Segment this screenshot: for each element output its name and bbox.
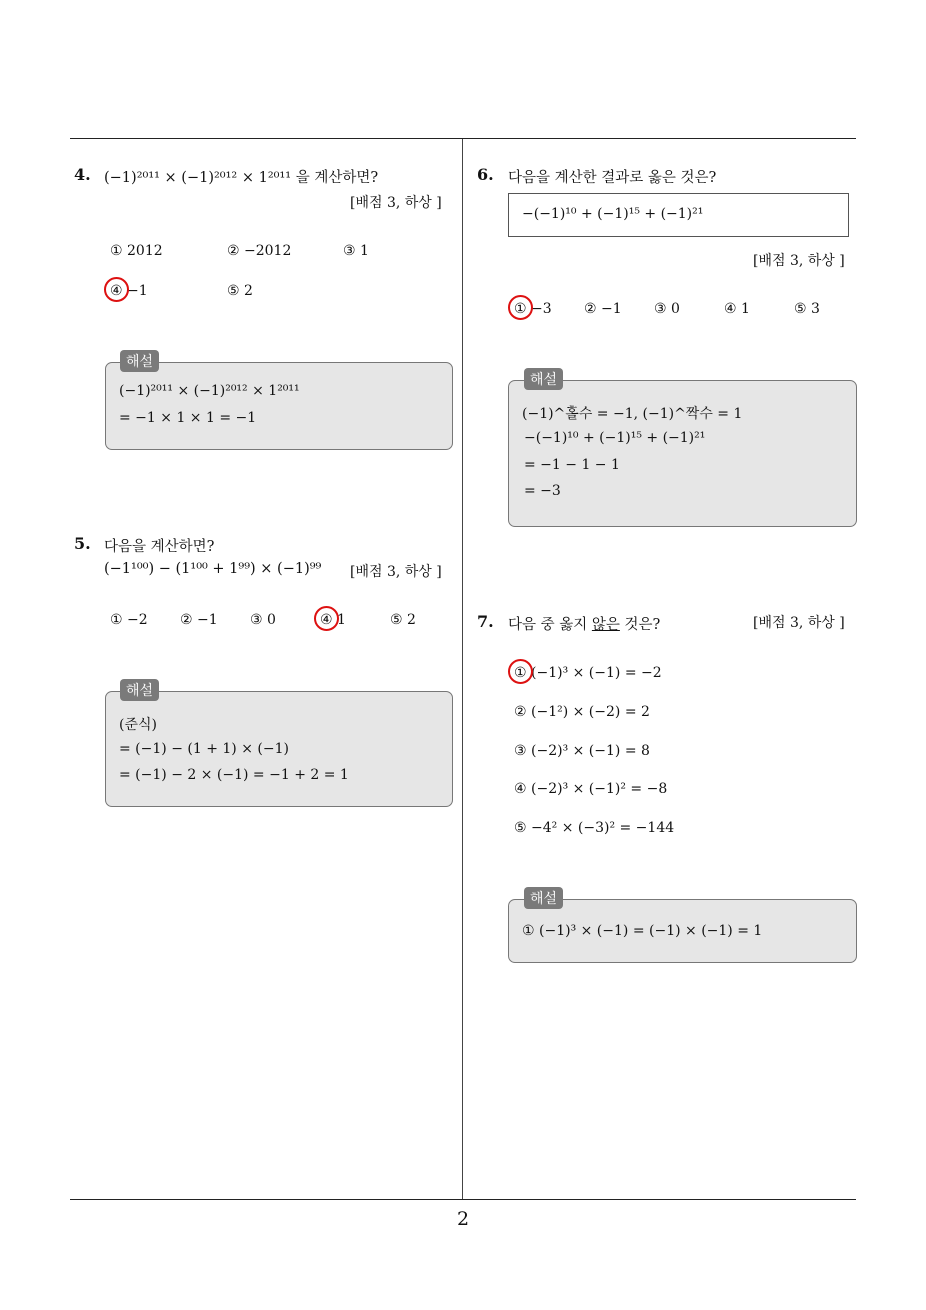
solution-tab: 해설 <box>524 887 563 909</box>
solution-line: ① (−1)³ × (−1) = (−1) × (−1) = 1 <box>522 923 763 939</box>
choice-2[interactable]: ② −2012 <box>227 243 292 259</box>
choice-5[interactable]: ⑤ 3 <box>794 301 820 317</box>
score-level: [배점 3, 하상 ] <box>753 615 845 631</box>
question-number: 7. <box>477 612 494 631</box>
solution-box <box>105 362 453 450</box>
choice-4[interactable]: ④ −1 <box>110 283 148 299</box>
choice-3[interactable]: ③ 0 <box>654 301 680 317</box>
choice-4[interactable]: ④ 1 <box>724 301 750 317</box>
solution-line: −(−1)¹⁰ + (−1)¹⁵ + (−1)²¹ <box>524 430 706 446</box>
question-expression: (−1¹⁰⁰) − (1¹⁰⁰ + 1⁹⁹) × (−1)⁹⁹ <box>104 561 322 577</box>
question-text-part: 다음 중 옳지 <box>508 617 592 633</box>
choice-5[interactable]: ⑤ 2 <box>390 612 416 628</box>
choice-1[interactable]: ① (−1)³ × (−1) = −2 <box>514 665 662 681</box>
expression: −(−1)¹⁰ + (−1)¹⁵ + (−1)²¹ <box>522 206 704 222</box>
choice-3[interactable]: ③ (−2)³ × (−1) = 8 <box>514 743 650 759</box>
choice-2[interactable]: ② (−1²) × (−2) = 2 <box>514 704 650 720</box>
choice-5[interactable]: ⑤ −4² × (−3)² = −144 <box>514 820 675 836</box>
solution-box <box>508 380 857 527</box>
solution-line: = −1 × 1 × 1 = −1 <box>119 410 257 426</box>
answer-mark-circle <box>104 277 129 302</box>
solution-line: (−1)²⁰¹¹ × (−1)²⁰¹² × 1²⁰¹¹ <box>119 383 300 399</box>
choice-2[interactable]: ② −1 <box>584 301 622 317</box>
expression-box <box>508 193 849 237</box>
solution-tab: 해설 <box>524 368 563 390</box>
top-rule <box>70 138 856 139</box>
column-divider <box>462 139 463 1199</box>
score-level: [배점 3, 하상 ] <box>753 253 845 269</box>
question-number: 6. <box>477 165 494 184</box>
solution-box <box>105 691 453 807</box>
question-number: 5. <box>74 534 91 553</box>
question-text: 다음을 계산한 결과로 옳은 것은? <box>508 170 717 186</box>
answer-mark-circle <box>508 295 533 320</box>
solution-tab: 해설 <box>120 350 159 372</box>
bottom-rule <box>70 1199 856 1200</box>
score-level: [배점 3, 하상 ] <box>350 195 442 211</box>
choice-4[interactable]: ④ 1 <box>320 612 346 628</box>
choice-5[interactable]: ⑤ 2 <box>227 283 253 299</box>
choice-3[interactable]: ③ 0 <box>250 612 276 628</box>
question-text: 다음을 계산하면? <box>104 539 215 555</box>
answer-mark-circle <box>508 659 533 684</box>
choice-2[interactable]: ② −1 <box>180 612 218 628</box>
question-text <box>508 613 660 634</box>
choice-1[interactable]: ① −2 <box>110 612 148 628</box>
question-text-part: 것은? <box>619 617 661 633</box>
question-text: (−1)²⁰¹¹ × (−1)²⁰¹² × 1²⁰¹¹ 을 계산하면? <box>104 170 379 186</box>
choice-4[interactable]: ④ (−2)³ × (−1)² = −8 <box>514 781 668 797</box>
choice-1[interactable]: ① −3 <box>514 301 552 317</box>
solution-line: = (−1) − 2 × (−1) = −1 + 2 = 1 <box>119 767 349 783</box>
question-number: 4. <box>74 165 91 184</box>
solution-line: (준식) <box>119 717 157 733</box>
solution-line: = −1 − 1 − 1 <box>524 457 620 473</box>
choice-1[interactable]: ① 2012 <box>110 243 163 259</box>
score-level: [배점 3, 하상 ] <box>350 564 442 580</box>
page-number: 2 <box>456 1208 470 1230</box>
solution-line: (−1)^홀수 = −1, (−1)^짝수 = 1 <box>522 406 743 422</box>
solution-line: = (−1) − (1 + 1) × (−1) <box>119 741 289 757</box>
solution-line: = −3 <box>524 483 561 499</box>
choice-3[interactable]: ③ 1 <box>343 243 369 259</box>
answer-mark-circle <box>314 606 339 631</box>
solution-tab: 해설 <box>120 679 159 701</box>
question-text-emphasis: 않은 <box>591 617 620 633</box>
